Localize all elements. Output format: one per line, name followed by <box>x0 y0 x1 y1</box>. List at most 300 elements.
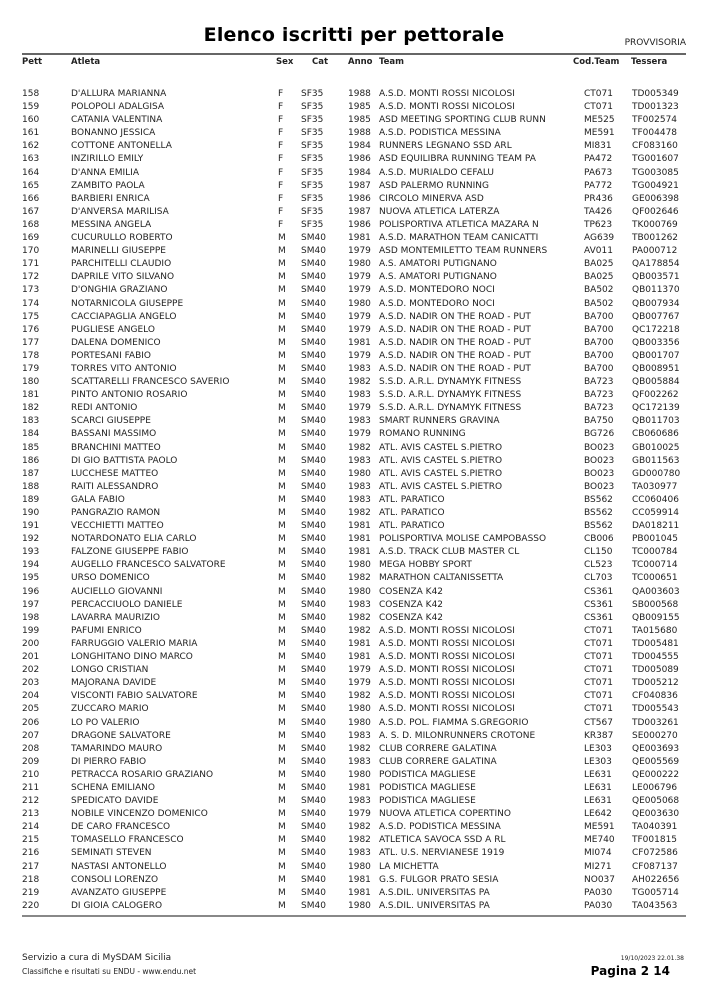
cell-pett: 192 <box>22 534 40 545</box>
table-row <box>0 887 708 900</box>
cell-cod-team: CL523 <box>584 560 613 571</box>
cell-cod-team: AG639 <box>584 233 615 244</box>
cell-team: A.S.DIL. UNIVERSITAS PA <box>379 887 490 898</box>
cell-sex: M <box>278 416 286 427</box>
cell-sex: M <box>278 350 286 361</box>
cell-sex: F <box>278 180 284 191</box>
cell-atleta: D'ANVERSA MARILISA <box>71 206 169 217</box>
cell-atleta: URSO DOMENICO <box>71 573 150 584</box>
cell-tessera: QB003571 <box>632 272 680 283</box>
table-row <box>0 180 708 193</box>
cell-sex: M <box>278 638 286 649</box>
cell-atleta: ZUCCARO MARIO <box>71 704 149 715</box>
table-row <box>0 494 708 507</box>
cell-anno: 1981 <box>348 233 371 244</box>
cell-cat: SM40 <box>301 796 326 807</box>
table-row <box>0 402 708 415</box>
cell-team: ATL. AVIS CASTEL S.PIETRO <box>379 468 503 479</box>
cell-pett: 186 <box>22 455 40 466</box>
cell-cat: SM40 <box>301 481 326 492</box>
cell-team: A.S.D. NADIR ON THE ROAD - PUT <box>379 363 531 374</box>
cell-anno: 1979 <box>348 272 371 283</box>
cell-anno: 1980 <box>348 560 371 571</box>
cell-pett: 160 <box>22 115 40 126</box>
cell-team: A.S.D. PODISTICA MESSINA <box>379 822 501 833</box>
col-header-tessera: Tessera <box>631 57 668 67</box>
cell-anno: 1981 <box>348 547 371 558</box>
cell-cat: SF35 <box>301 102 324 113</box>
cell-tessera: TD003261 <box>632 717 679 728</box>
table-row <box>0 821 708 834</box>
cell-atleta: FARRUGGIO VALERIO MARIA <box>71 638 198 649</box>
cell-atleta: AUGELLO FRANCESCO SALVATORE <box>71 560 226 571</box>
cell-cat: SM40 <box>301 455 326 466</box>
cell-pett: 180 <box>22 377 40 388</box>
cell-cod-team: BS562 <box>584 508 613 518</box>
table-row <box>0 455 708 468</box>
table-row <box>0 743 708 756</box>
cell-pett: 191 <box>22 521 40 532</box>
cell-atleta: SPEDICATO DAVIDE <box>71 796 159 807</box>
cell-anno: 1979 <box>348 285 371 296</box>
cell-cod-team: CS361 <box>584 612 614 623</box>
cell-tessera: LE006796 <box>632 782 678 793</box>
cell-tessera: TD005212 <box>632 678 679 689</box>
cell-team: A.S.DIL. UNIVERSITAS PA <box>379 900 490 911</box>
cell-cod-team: PA673 <box>584 167 613 178</box>
cell-tessera: TF002574 <box>632 115 678 126</box>
cell-team: CIRCOLO MINERVA ASD <box>379 193 484 204</box>
cell-cat: SF35 <box>301 154 324 165</box>
cell-cod-team: BA723 <box>584 377 614 388</box>
cell-pett: 167 <box>22 206 40 217</box>
cell-tessera: QB011370 <box>632 285 680 296</box>
cell-cod-team: PA030 <box>584 900 613 911</box>
cell-team: A.S.D. MONTEDORO NOCI <box>379 285 495 296</box>
cell-sex: M <box>278 259 286 270</box>
cell-cod-team: BA700 <box>584 337 614 348</box>
cell-team: NUOVA ATLETICA LATERZA <box>379 206 500 217</box>
cell-sex: M <box>278 612 286 623</box>
cell-tessera: TD005543 <box>632 704 679 715</box>
cell-pett: 217 <box>22 861 40 872</box>
table-row <box>0 206 708 219</box>
cell-team: MEGA HOBBY SPORT <box>379 560 472 571</box>
cell-cod-team: BO023 <box>584 455 615 466</box>
cell-atleta: REDI ANTONIO <box>71 403 138 414</box>
cell-anno: 1981 <box>348 521 371 532</box>
cell-cod-team: BA723 <box>584 390 614 401</box>
cell-sex: M <box>278 246 286 257</box>
cell-anno: 1983 <box>348 455 371 466</box>
cell-pett: 189 <box>22 494 40 505</box>
cell-team: CLUB CORRERE GALATINA <box>379 743 497 754</box>
cell-pett: 209 <box>22 756 40 767</box>
cell-tessera: TG001607 <box>632 154 679 165</box>
cell-team: A.S.D. MARATHON TEAM CANICATTI <box>379 233 539 244</box>
footer-divider <box>22 915 686 917</box>
table-row <box>0 376 708 389</box>
cell-cat: SM40 <box>301 508 326 518</box>
cell-cat: SM40 <box>301 246 326 257</box>
cell-sex: F <box>278 128 284 139</box>
cell-tessera: GB011563 <box>632 455 680 466</box>
cell-cod-team: KR387 <box>584 730 614 741</box>
cell-pett: 204 <box>22 691 40 702</box>
cell-tessera: TA040391 <box>632 822 678 833</box>
cell-atleta: SCATTARELLI FRANCESCO SAVERIO <box>71 377 230 388</box>
cell-atleta: CATANIA VALENTINA <box>71 115 163 126</box>
cell-anno: 1982 <box>348 822 371 833</box>
cell-pett: 201 <box>22 652 40 663</box>
cell-tessera: QC172218 <box>632 324 680 335</box>
cell-team: PODISTICA MAGLIESE <box>379 769 476 780</box>
cell-atleta: INZIRILLO EMILY <box>71 154 144 165</box>
cell-anno: 1983 <box>348 599 371 610</box>
cell-pett: 205 <box>22 704 40 715</box>
cell-cat: SM40 <box>301 534 326 545</box>
cell-tessera: CF072586 <box>632 848 678 859</box>
cell-sex: F <box>278 89 284 99</box>
table-row <box>0 586 708 599</box>
cell-sex: M <box>278 586 286 597</box>
page-number: Pagina 2 14 <box>590 964 670 978</box>
cell-anno: 1981 <box>348 782 371 793</box>
cell-sex: M <box>278 678 286 689</box>
cell-team: A.S. AMATORI PUTIGNANO <box>379 259 497 270</box>
table-row <box>0 874 708 887</box>
cell-cat: SM40 <box>301 377 326 388</box>
cell-tessera: CF087137 <box>632 861 678 872</box>
cell-anno: 1980 <box>348 717 371 728</box>
cell-team: A.S.D. PODISTICA MESSINA <box>379 128 501 139</box>
cell-tessera: QB003356 <box>632 337 680 348</box>
table-row <box>0 468 708 481</box>
cell-pett: 213 <box>22 809 40 820</box>
cell-cat: SM40 <box>301 874 326 885</box>
cell-cat: SM40 <box>301 494 326 505</box>
cell-tessera: TA015680 <box>632 625 678 636</box>
cell-cat: SM40 <box>301 311 326 322</box>
cell-atleta: SCARCI GIUSEPPE <box>71 416 151 427</box>
cell-sex: M <box>278 337 286 348</box>
cell-cod-team: LE303 <box>584 743 612 754</box>
cell-atleta: POLOPOLI ADALGISA <box>71 102 165 113</box>
cell-atleta: FALZONE GIUSEPPE FABIO <box>71 547 189 558</box>
cell-cat: SM40 <box>301 652 326 663</box>
cell-atleta: SEMINATI STEVEN <box>71 848 152 859</box>
cell-cod-team: BO023 <box>584 468 615 479</box>
cell-anno: 1986 <box>348 193 371 204</box>
cell-cat: SM40 <box>301 835 326 846</box>
table-row <box>0 677 708 690</box>
cell-team: A.S. AMATORI PUTIGNANO <box>379 272 497 283</box>
cell-atleta: PETRACCA ROSARIO GRAZIANO <box>71 769 214 780</box>
cell-sex: M <box>278 769 286 780</box>
cell-sex: M <box>278 887 286 898</box>
cell-atleta: VECCHIETTI MATTEO <box>71 521 164 532</box>
table-row <box>0 834 708 847</box>
cell-team: ROMANO RUNNING <box>379 429 466 440</box>
cell-pett: 218 <box>22 874 40 885</box>
cell-atleta: NOTARNICOLA GIUSEPPE <box>71 298 184 309</box>
cell-team: A.S.D. MONTI ROSSI NICOLOSI <box>379 89 515 99</box>
table-row <box>0 808 708 821</box>
table-row <box>0 481 708 494</box>
cell-sex: F <box>278 154 284 165</box>
cell-sex: F <box>278 167 284 178</box>
cell-atleta: BONANNO JESSICA <box>71 128 156 139</box>
cell-tessera: TC000714 <box>632 560 678 571</box>
cell-team: A.S.D. MONTI ROSSI NICOLOSI <box>379 652 515 663</box>
cell-atleta: SCHENA EMILIANO <box>71 782 155 793</box>
cell-tessera: QC172139 <box>632 403 680 414</box>
cell-sex: M <box>278 534 286 545</box>
cell-atleta: VISCONTI FABIO SALVATORE <box>71 691 198 702</box>
cell-sex: M <box>278 717 286 728</box>
cell-team: ATL. PARATICO <box>379 494 445 505</box>
cell-tessera: PA000712 <box>632 246 678 257</box>
cell-atleta: PUGLIESE ANGELO <box>71 324 155 335</box>
cell-pett: 215 <box>22 835 40 846</box>
cell-team: A.S.D. MONTI ROSSI NICOLOSI <box>379 665 515 676</box>
cell-cat: SM40 <box>301 285 326 296</box>
cell-tessera: TG005714 <box>632 887 679 898</box>
cell-sex: M <box>278 835 286 846</box>
cell-cat: SF35 <box>301 141 324 152</box>
cell-tessera: TF001815 <box>632 835 678 846</box>
cell-anno: 1988 <box>348 128 371 139</box>
cell-sex: M <box>278 704 286 715</box>
cell-sex: M <box>278 730 286 741</box>
cell-atleta: GALA FABIO <box>71 494 125 505</box>
col-header-anno: Anno <box>348 57 373 67</box>
cell-sex: M <box>278 599 286 610</box>
cell-pett: 161 <box>22 128 40 139</box>
cell-cat: SM40 <box>301 560 326 571</box>
cell-atleta: PINTO ANTONIO ROSARIO <box>71 390 188 401</box>
cell-sex: M <box>278 442 286 453</box>
cell-atleta: TORRES VITO ANTONIO <box>71 363 177 374</box>
cell-cod-team: BO023 <box>584 481 615 492</box>
cell-anno: 1979 <box>348 403 371 414</box>
cell-anno: 1983 <box>348 730 371 741</box>
cell-atleta: DAPRILE VITO SILVANO <box>71 272 175 283</box>
cell-sex: M <box>278 560 286 571</box>
cell-pett: 195 <box>22 573 40 584</box>
cell-cat: SM40 <box>301 612 326 623</box>
cell-cat: SM40 <box>301 743 326 754</box>
cell-cat: SF35 <box>301 180 324 191</box>
cell-tessera: TG003085 <box>632 167 679 178</box>
cell-pett: 185 <box>22 442 40 453</box>
cell-tessera: QA003603 <box>632 586 680 597</box>
cell-atleta: D'ANNA EMILIA <box>71 167 139 178</box>
status-badge: PROVVISORIA <box>624 38 686 48</box>
cell-cat: SF35 <box>301 206 324 217</box>
cell-anno: 1986 <box>348 154 371 165</box>
cell-cod-team: CT071 <box>584 691 613 702</box>
cell-anno: 1980 <box>348 704 371 715</box>
cell-pett: 190 <box>22 508 40 518</box>
table-row <box>0 193 708 206</box>
cell-anno: 1983 <box>348 416 371 427</box>
cell-atleta: PANGRAZIO RAMON <box>71 508 161 518</box>
cell-cat: SM40 <box>301 390 326 401</box>
table-row <box>0 311 708 324</box>
cell-cod-team: BA700 <box>584 311 614 322</box>
cell-atleta: ZAMBITO PAOLA <box>71 180 145 191</box>
cell-tessera: QE003693 <box>632 743 680 754</box>
header-divider <box>22 53 686 55</box>
cell-cat: SM40 <box>301 678 326 689</box>
cell-anno: 1981 <box>348 874 371 885</box>
cell-sex: M <box>278 272 286 283</box>
cell-team: ATL. AVIS CASTEL S.PIETRO <box>379 442 503 453</box>
cell-cod-team: BO023 <box>584 442 615 453</box>
cell-cat: SF35 <box>301 115 324 126</box>
table-row <box>0 520 708 533</box>
cell-atleta: DI PIERRO FABIO <box>71 756 147 767</box>
cell-pett: 162 <box>22 141 40 152</box>
cell-tessera: QB007767 <box>632 311 680 322</box>
col-header-pett: Pett <box>22 57 43 67</box>
cell-pett: 175 <box>22 311 40 322</box>
table-row <box>0 245 708 258</box>
cell-cod-team: CT567 <box>584 717 613 728</box>
cell-atleta: DE CARO FRANCESCO <box>71 822 171 833</box>
table-row <box>0 140 708 153</box>
cell-sex: M <box>278 665 286 676</box>
cell-anno: 1986 <box>348 219 371 230</box>
cell-cat: SM40 <box>301 272 326 283</box>
cell-pett: 193 <box>22 547 40 558</box>
cell-tessera: CF083160 <box>632 141 678 152</box>
cell-team: COSENZA K42 <box>379 612 444 623</box>
cell-tessera: AH022656 <box>632 874 680 885</box>
cell-tessera: QF002262 <box>632 390 679 401</box>
cell-cod-team: ME591 <box>584 128 615 139</box>
cell-cod-team: ME525 <box>584 115 615 126</box>
cell-cod-team: BS562 <box>584 521 613 532</box>
cell-tessera: GD000780 <box>632 468 681 479</box>
cell-cat: SM40 <box>301 691 326 702</box>
cell-tessera: QB005884 <box>632 377 680 388</box>
cell-pett: 166 <box>22 193 40 204</box>
cell-team: COSENZA K42 <box>379 599 444 610</box>
table-row <box>0 717 708 730</box>
table-row <box>0 153 708 166</box>
cell-cod-team: LE631 <box>584 796 612 807</box>
cell-cat: SM40 <box>301 809 326 820</box>
table-row <box>0 782 708 795</box>
cell-anno: 1981 <box>348 534 371 545</box>
cell-cod-team: BA700 <box>584 363 614 374</box>
cell-anno: 1979 <box>348 429 371 440</box>
cell-cat: SM40 <box>301 769 326 780</box>
cell-pett: 200 <box>22 638 40 649</box>
cell-team: SMART RUNNERS GRAVINA <box>379 416 500 427</box>
cell-atleta: NOBILE VINCENZO DOMENICO <box>71 809 208 820</box>
cell-sex: M <box>278 285 286 296</box>
cell-pett: 158 <box>22 89 40 99</box>
cell-pett: 178 <box>22 350 40 361</box>
cell-cod-team: TP623 <box>584 219 613 230</box>
cell-atleta: TOMASELLO FRANCESCO <box>71 835 184 846</box>
cell-cod-team: BA723 <box>584 403 614 414</box>
cell-sex: M <box>278 652 286 663</box>
cell-sex: M <box>278 403 286 414</box>
cell-cat: SM40 <box>301 442 326 453</box>
cell-anno: 1983 <box>348 363 371 374</box>
cell-cod-team: BS562 <box>584 494 613 505</box>
cell-pett: 164 <box>22 167 40 178</box>
footer-timestamp: 19/10/2023 22.01.38 <box>620 955 684 962</box>
cell-anno: 1982 <box>348 691 371 702</box>
cell-cod-team: CS361 <box>584 599 614 610</box>
cell-cod-team: BA700 <box>584 324 614 335</box>
cell-cat: SM40 <box>301 638 326 649</box>
cell-tessera: CC060406 <box>632 494 679 505</box>
cell-anno: 1985 <box>348 102 371 113</box>
cell-anno: 1981 <box>348 652 371 663</box>
cell-anno: 1979 <box>348 311 371 322</box>
cell-cod-team: CL703 <box>584 573 613 584</box>
cell-team: A.S.D. MONTI ROSSI NICOLOSI <box>379 102 515 113</box>
cell-pett: 183 <box>22 416 40 427</box>
cell-tessera: TA043563 <box>632 900 678 911</box>
cell-tessera: TD005349 <box>632 89 679 99</box>
cell-pett: 172 <box>22 272 40 283</box>
cell-atleta: MESSINA ANGELA <box>71 219 152 230</box>
cell-team: NUOVA ATLETICA COPERTINO <box>379 809 512 820</box>
cell-team: A.S.D. MONTI ROSSI NICOLOSI <box>379 704 515 715</box>
cell-pett: 168 <box>22 219 40 230</box>
cell-pett: 199 <box>22 625 40 636</box>
cell-cat: SM40 <box>301 298 326 309</box>
cell-atleta: NOTARDONATO ELIA CARLO <box>71 534 197 545</box>
cell-anno: 1981 <box>348 887 371 898</box>
cell-tessera: QE003630 <box>632 809 680 820</box>
cell-pett: 184 <box>22 429 40 440</box>
cell-pett: 176 <box>22 324 40 335</box>
cell-cat: SM40 <box>301 665 326 676</box>
cell-cod-team: CT071 <box>584 102 613 113</box>
cell-pett: 165 <box>22 180 40 191</box>
cell-sex: M <box>278 377 286 388</box>
page-title: Elenco iscritti per pettorale <box>203 24 505 46</box>
cell-pett: 171 <box>22 259 40 270</box>
footer-results-link: Classifiche e risultati su ENDU - www.endu.net <box>22 967 197 976</box>
cell-cod-team: CT071 <box>584 678 613 689</box>
cell-tessera: TG004921 <box>632 180 679 191</box>
cell-cat: SM40 <box>301 861 326 872</box>
cell-cat: SF35 <box>301 219 324 230</box>
cell-cat: SF35 <box>301 167 324 178</box>
cell-cod-team: ME740 <box>584 835 615 846</box>
cell-tessera: GB010025 <box>632 442 680 453</box>
cell-pett: 207 <box>22 730 40 741</box>
cell-team: ASD MONTEMILETTO TEAM RUNNERS <box>379 246 548 257</box>
cell-atleta: LAVARRA MAURIZIO <box>71 612 161 623</box>
cell-cod-team: PA472 <box>584 154 613 165</box>
table-row <box>0 127 708 140</box>
cell-anno: 1987 <box>348 206 371 217</box>
table-row <box>0 651 708 664</box>
cell-pett: 198 <box>22 612 40 623</box>
cell-cod-team: BA700 <box>584 350 614 361</box>
cell-team: A.S.D. MONTI ROSSI NICOLOSI <box>379 678 515 689</box>
